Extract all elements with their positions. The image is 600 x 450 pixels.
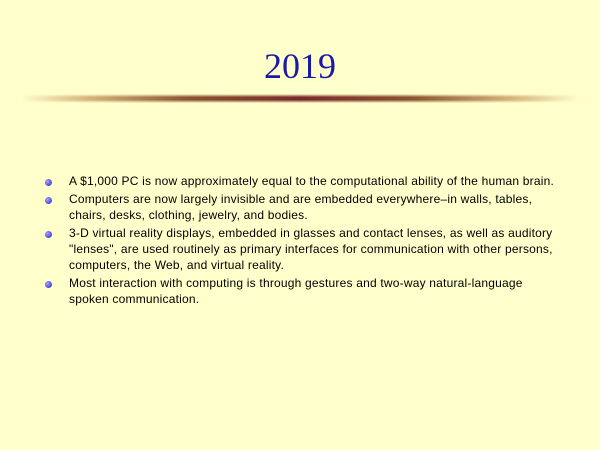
- bullet-item: [42, 275, 562, 307]
- bullet-text: Most interaction with computing is through gestures and two-way natural-language spoken communication.: [69, 276, 523, 306]
- bullet-dot-icon: [45, 197, 52, 204]
- bullet-item: [42, 225, 562, 273]
- bullet-list: [42, 173, 562, 309]
- bullet-item: [42, 173, 562, 189]
- bullet-text: A $1,000 PC is now approximately equal to the computational ability of the human brain.: [69, 174, 555, 188]
- bullet-text: Computers are now largely invisible and are embedded everywhere–in walls, tables, chairs, desks, clothing, jewelry, and bodies.: [69, 192, 533, 222]
- slide-title: 2019: [264, 46, 336, 86]
- bullet-item: [42, 191, 562, 223]
- bullet-text: 3-D virtual reality displays, embedded in glasses and contact lenses, as well as auditory "lenses", are used routinely as primary interfaces for communication with other persons, computers, the Web, and virtual reality.: [69, 226, 553, 272]
- title-divider: [20, 94, 580, 103]
- bullet-dot-icon: [45, 179, 52, 186]
- bullet-dot-icon: [45, 281, 52, 288]
- bullet-dot-icon: [45, 231, 52, 238]
